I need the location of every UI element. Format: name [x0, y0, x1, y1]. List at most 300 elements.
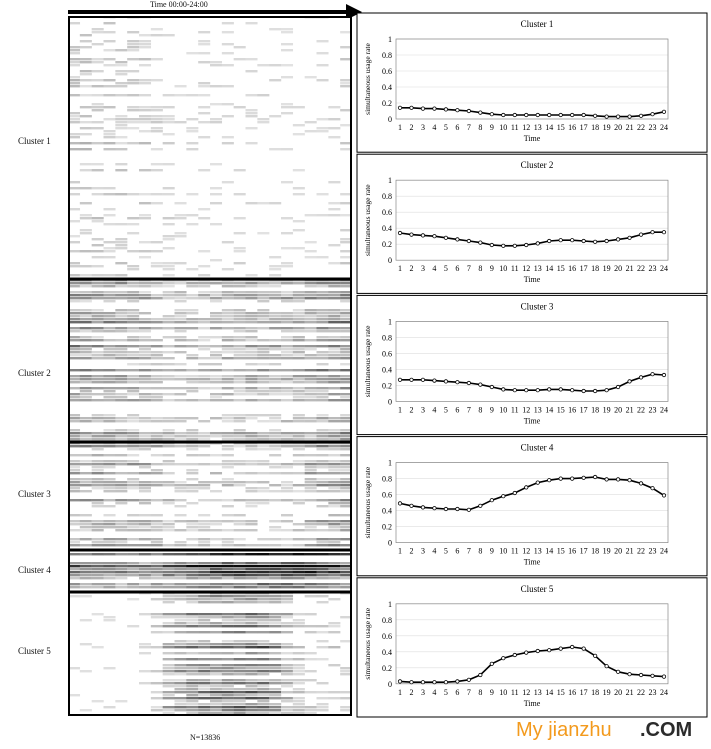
y-tick-label: 0.6 [382, 631, 392, 641]
heatmap-cell [305, 393, 317, 395]
x-axis-label: Time [523, 134, 541, 143]
heatmap-cell [210, 553, 222, 555]
heatmap-cell [257, 378, 269, 380]
heatmap-cell [281, 64, 293, 66]
heatmap-cell [104, 574, 116, 576]
heatmap-cell [293, 315, 305, 317]
heatmap-cell [139, 643, 151, 645]
heatmap-cell [198, 565, 210, 567]
heatmap-cell [151, 265, 163, 267]
heatmap-cell [234, 670, 246, 672]
heatmap-cell [175, 562, 187, 564]
heatmap-cell [210, 688, 222, 690]
heatmap-cell [151, 616, 163, 618]
heatmap-cell [80, 94, 92, 96]
heatmap-cell [222, 309, 234, 311]
heatmap-cell [317, 282, 329, 284]
heatmap-cell [234, 387, 246, 389]
data-point [639, 376, 642, 379]
y-axis-label: simultaneous usage rate [363, 43, 372, 115]
heatmap-cell [186, 432, 198, 434]
heatmap-cell [234, 619, 246, 621]
heatmap-cell [186, 502, 198, 504]
heatmap-cell [104, 417, 116, 419]
data-point [616, 238, 619, 241]
heatmap-cell [186, 679, 198, 681]
heatmap-cell [198, 463, 210, 465]
heatmap-cell [317, 369, 329, 371]
heatmap-cell [175, 571, 187, 573]
heatmap-cell [127, 387, 139, 389]
x-tick-label: 14 [545, 123, 554, 132]
heatmap-cell [317, 390, 329, 392]
heatmap-cell [198, 250, 210, 252]
heatmap-cell [222, 625, 234, 627]
heatmap-cell [222, 115, 234, 117]
heatmap-cell [210, 354, 222, 356]
heatmap-cell [246, 679, 258, 681]
heatmap-cell [163, 574, 175, 576]
heatmap-cell [269, 432, 281, 434]
heatmap-cell [104, 136, 116, 138]
heatmap-cell [210, 321, 222, 323]
heatmap-cell [175, 438, 187, 440]
heatmap-cell [80, 369, 92, 371]
heatmap-cell [175, 312, 187, 314]
heatmap-cell [104, 586, 116, 588]
heatmap-cell [293, 300, 305, 302]
heatmap-cell [127, 625, 139, 627]
heatmap-cell [222, 181, 234, 183]
heatmap-cell [127, 121, 139, 123]
heatmap-cell [115, 297, 127, 299]
heatmap-cell [305, 562, 317, 564]
data-point [628, 115, 631, 118]
heatmap-cell [80, 478, 92, 480]
heatmap-cell [222, 703, 234, 705]
heatmap-cell [328, 282, 340, 284]
x-tick-label: 12 [522, 687, 531, 697]
heatmap-cell [305, 294, 317, 296]
heatmap-cell [257, 490, 269, 492]
data-point [398, 502, 401, 505]
heatmap-cell [127, 318, 139, 320]
heatmap-cell [127, 40, 139, 42]
heatmap-cell [92, 393, 104, 395]
heatmap-cell [186, 130, 198, 132]
data-point [502, 113, 505, 116]
heatmap-cell [269, 327, 281, 329]
heatmap-cell [281, 499, 293, 501]
x-axis-label: Time [523, 416, 541, 426]
heatmap-cell [281, 351, 293, 353]
heatmap-cell [80, 490, 92, 492]
heatmap-cell [80, 348, 92, 350]
heatmap-cell [163, 121, 175, 123]
heatmap-cell [115, 274, 127, 276]
heatmap-cell [104, 330, 116, 332]
data-point [605, 665, 608, 668]
heatmap-cell [151, 697, 163, 699]
heatmap-cell [175, 673, 187, 675]
heatmap-cell [293, 369, 305, 371]
data-point [570, 477, 573, 480]
heatmap-cell [92, 244, 104, 246]
heatmap-cell [80, 115, 92, 117]
heatmap-cell [257, 445, 269, 447]
heatmap-cell [92, 435, 104, 437]
heatmap-cell [269, 544, 281, 546]
heatmap-cell [175, 577, 187, 579]
heatmap-cell [293, 502, 305, 504]
chart-panel-5 [357, 578, 707, 717]
heatmap-cell [317, 399, 329, 401]
heatmap-cell [234, 232, 246, 234]
heatmap-cell [234, 294, 246, 296]
heatmap-cell [198, 121, 210, 123]
heatmap-cell [269, 568, 281, 570]
heatmap-cell [246, 685, 258, 687]
y-tick-label: 0.2 [382, 99, 392, 108]
heatmap-cell [281, 390, 293, 392]
heatmap-cell [305, 526, 317, 528]
heatmap-cell [127, 297, 139, 299]
heatmap-cell [328, 321, 340, 323]
heatmap-cell [80, 393, 92, 395]
heatmap-cell [305, 241, 317, 243]
heatmap-cell [92, 562, 104, 564]
heatmap-cell [257, 463, 269, 465]
heatmap-cell [305, 472, 317, 474]
heatmap-cell [163, 481, 175, 483]
heatmap-cell [234, 499, 246, 501]
heatmap-cell [115, 118, 127, 120]
heatmap-cell [175, 399, 187, 401]
heatmap-cell [210, 345, 222, 347]
heatmap-cell [92, 103, 104, 105]
heatmap-cell [305, 613, 317, 615]
x-tick-label: 10 [499, 405, 508, 415]
y-tick-label: 0.4 [382, 506, 392, 516]
heatmap-cell [163, 34, 175, 36]
heatmap-cell [281, 658, 293, 660]
heatmap-cell [186, 148, 198, 150]
heatmap-cell [210, 294, 222, 296]
heatmap-cell [92, 381, 104, 383]
heatmap-cell [163, 217, 175, 219]
heatmap-cell [305, 387, 317, 389]
heatmap-cell [328, 586, 340, 588]
data-point [593, 389, 596, 392]
heatmap-cell [210, 357, 222, 359]
heatmap-cell [151, 354, 163, 356]
heatmap-cell [127, 109, 139, 111]
heatmap-cell [151, 121, 163, 123]
heatmap-cell [104, 568, 116, 570]
heatmap-cell [175, 435, 187, 437]
heatmap-cell [305, 390, 317, 392]
heatmap-cell [80, 526, 92, 528]
heatmap-cell [257, 312, 269, 314]
x-tick-label: 19 [602, 264, 611, 274]
heatmap-cell [328, 429, 340, 431]
heatmap-cell [115, 487, 127, 489]
heatmap-cell [281, 670, 293, 672]
heatmap-cell [104, 472, 116, 474]
heatmap-cell [269, 363, 281, 365]
heatmap-cell [257, 613, 269, 615]
heatmap-cell [257, 643, 269, 645]
data-point [639, 233, 642, 236]
heatmap-cell [139, 652, 151, 654]
heatmap-cell [127, 381, 139, 383]
heatmap-cell [175, 345, 187, 347]
x-tick-label: 8 [478, 123, 483, 132]
heatmap-cell [139, 130, 151, 132]
heatmap-cell [115, 285, 127, 287]
heatmap-cell [234, 568, 246, 570]
heatmap-cell [246, 586, 258, 588]
x-tick-label: 7 [466, 546, 471, 556]
heatmap-cell [246, 348, 258, 350]
heatmap-cell [234, 646, 246, 648]
heatmap-cell [175, 553, 187, 555]
heatmap-cell [269, 399, 281, 401]
heatmap-cell [222, 315, 234, 317]
data-point [651, 487, 654, 490]
heatmap-band-bg [68, 442, 352, 550]
heatmap-cell [175, 586, 187, 588]
heatmap-cell [115, 399, 127, 401]
heatmap-cell [186, 601, 198, 603]
heatmap-cell [246, 399, 258, 401]
heatmap-cell [151, 351, 163, 353]
heatmap-cell [80, 571, 92, 573]
heatmap-cell [151, 321, 163, 323]
heatmap-cell [175, 529, 187, 531]
heatmap-cell [151, 613, 163, 615]
heatmap-cell [257, 706, 269, 708]
heatmap-cell [127, 435, 139, 437]
heatmap-cell [80, 274, 92, 276]
heatmap-cell [175, 463, 187, 465]
heatmap-cell [269, 538, 281, 540]
heatmap-cell [92, 85, 104, 87]
data-point [628, 479, 631, 482]
heatmap-cell [281, 321, 293, 323]
x-tick-label: 6 [455, 546, 460, 556]
heatmap-cell [80, 381, 92, 383]
x-tick-label: 1 [398, 123, 402, 132]
heatmap-cell [246, 285, 258, 287]
heatmap-cell [328, 354, 340, 356]
x-tick-label: 10 [499, 264, 508, 274]
heatmap-cell [175, 544, 187, 546]
x-tick-label: 18 [591, 123, 600, 132]
heatmap-cell [163, 399, 175, 401]
heatmap-cell [246, 673, 258, 675]
heatmap-cell [198, 420, 210, 422]
x-tick-label: 17 [579, 264, 588, 274]
heatmap-cell [198, 61, 210, 63]
heatmap-cell [92, 217, 104, 219]
heatmap-cell [151, 118, 163, 120]
heatmap-cell [269, 520, 281, 522]
heatmap-cell [257, 375, 269, 377]
heatmap-cell [234, 315, 246, 317]
heatmap-cell [210, 631, 222, 633]
heatmap-cell [210, 568, 222, 570]
heatmap-cell [246, 667, 258, 669]
heatmap-cell [115, 282, 127, 284]
heatmap-cell [115, 481, 127, 483]
heatmap-cell [151, 481, 163, 483]
heatmap-cell [163, 544, 175, 546]
data-point [570, 389, 573, 392]
heatmap-cell [115, 571, 127, 573]
heatmap-cell [234, 390, 246, 392]
heatmap-cell [269, 429, 281, 431]
heatmap-cell [80, 568, 92, 570]
heatmap-cell [139, 381, 151, 383]
heatmap-cell [151, 682, 163, 684]
heatmap-cell [127, 484, 139, 486]
heatmap-cell [175, 652, 187, 654]
heatmap-cell [328, 460, 340, 462]
heatmap-cell [92, 529, 104, 531]
x-tick-label: 16 [568, 405, 577, 415]
heatmap-cell [246, 499, 258, 501]
heatmap-cell [305, 679, 317, 681]
heatmap-cell [293, 193, 305, 195]
heatmap-cell [198, 520, 210, 522]
heatmap-cell [175, 595, 187, 597]
heatmap-cell [305, 76, 317, 78]
heatmap-cell [281, 577, 293, 579]
heatmap-cell [281, 481, 293, 483]
heatmap-cell [328, 327, 340, 329]
data-point [593, 654, 596, 657]
heatmap-cell [151, 378, 163, 380]
heatmap-cell [151, 625, 163, 627]
heatmap-cell [163, 472, 175, 474]
heatmap-cell [222, 381, 234, 383]
heatmap-cell [328, 348, 340, 350]
heatmap-cell [246, 363, 258, 365]
heatmap-cell [234, 262, 246, 264]
heatmap-cell [317, 706, 329, 708]
heatmap-cell [317, 393, 329, 395]
heatmap-cell [104, 378, 116, 380]
heatmap-cell [222, 562, 234, 564]
heatmap-cell [328, 438, 340, 440]
heatmap-cell [163, 622, 175, 624]
heatmap-cell [127, 265, 139, 267]
heatmap-cell [104, 619, 116, 621]
heatmap-cell [151, 250, 163, 252]
heatmap-cell [115, 526, 127, 528]
heatmap-cell [246, 115, 258, 117]
heatmap-cell [328, 691, 340, 693]
heatmap-cell [92, 432, 104, 434]
heatmap-cell [186, 142, 198, 144]
heatmap-cell [163, 625, 175, 627]
data-point [513, 653, 516, 656]
heatmap-cell [281, 378, 293, 380]
heatmap-cell [104, 40, 116, 42]
heatmap-cell [317, 351, 329, 353]
heatmap-cell [186, 390, 198, 392]
data-point [536, 389, 539, 392]
data-point [548, 113, 551, 116]
heatmap-cell [104, 250, 116, 252]
heatmap-cell [139, 613, 151, 615]
heatmap-cell [139, 375, 151, 377]
heatmap-cell [127, 529, 139, 531]
heatmap-cell [127, 378, 139, 380]
heatmap-cell [222, 613, 234, 615]
watermark-text-2: .COM [640, 719, 693, 741]
heatmap-cell [328, 529, 340, 531]
heatmap-cell [151, 484, 163, 486]
data-point [444, 507, 447, 510]
heatmap-cell [198, 327, 210, 329]
x-tick-label: 8 [478, 264, 483, 274]
heatmap-cell [163, 345, 175, 347]
heatmap-cell [139, 438, 151, 440]
heatmap-cell [317, 595, 329, 597]
heatmap-cell [175, 616, 187, 618]
heatmap-cell [80, 217, 92, 219]
heatmap-cell [293, 169, 305, 171]
heatmap-cell [127, 291, 139, 293]
heatmap-cell [139, 463, 151, 465]
heatmap-cell [246, 703, 258, 705]
data-point [639, 482, 642, 485]
heatmap-cell [92, 250, 104, 252]
heatmap-cell [328, 291, 340, 293]
heatmap-cell [139, 481, 151, 483]
heatmap-cell [210, 544, 222, 546]
heatmap-cell [328, 445, 340, 447]
heatmap-cell [127, 232, 139, 234]
heatmap-cell [281, 562, 293, 564]
heatmap-cell [222, 357, 234, 359]
x-tick-label: 17 [579, 546, 588, 556]
heatmap-cell [269, 466, 281, 468]
heatmap-cell [163, 318, 175, 320]
heatmap-cell [317, 357, 329, 359]
heatmap-cell [246, 490, 258, 492]
heatmap-cell [328, 523, 340, 525]
heatmap-cell [151, 691, 163, 693]
heatmap-cell [246, 432, 258, 434]
heatmap-cell [198, 622, 210, 624]
data-point [467, 239, 470, 242]
heatmap-cell [186, 52, 198, 54]
heatmap-cell [175, 646, 187, 648]
heatmap-cell [234, 673, 246, 675]
heatmap-cell [139, 538, 151, 540]
heatmap-cell [163, 247, 175, 249]
heatmap-cell [80, 318, 92, 320]
heatmap-cell [210, 363, 222, 365]
heatmap-cell [92, 577, 104, 579]
heatmap-cell [186, 616, 198, 618]
heatmap-cell [163, 583, 175, 585]
heatmap-cell [305, 438, 317, 440]
heatmap-cell [127, 327, 139, 329]
